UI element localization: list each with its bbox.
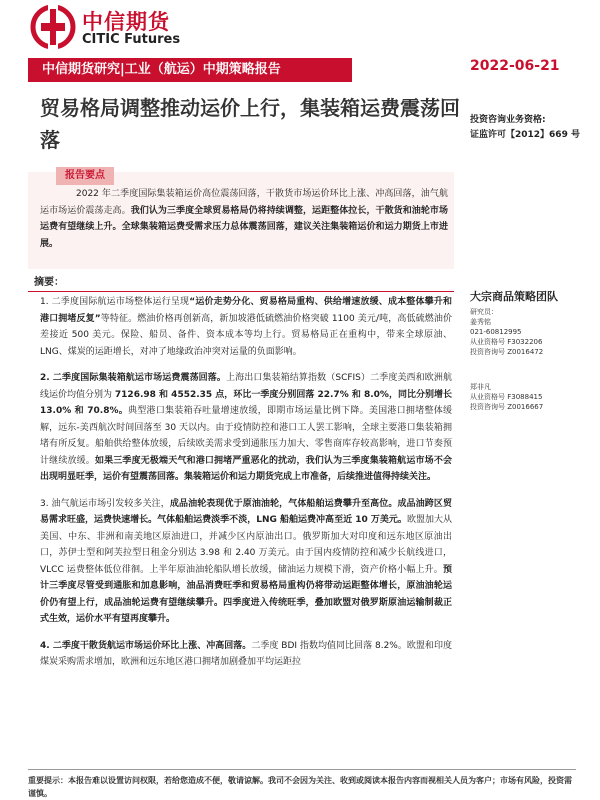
p2-rest: 典型港口集装箱吞吐量增速放缓，即期市场运量比例下降。美国港口拥堵整体缓解，远东-美西航次时间回落至 30 天以内。由于疫情防控和港口工人罢工影响，全球主要港口集装箱拥堵有所反复。船舶供给整体放缓，后续欧美需求受到通胀压力加大、零售商库存较高影响，进口节奏预计继续放缓。	[40, 406, 452, 466]
summary-text	[40, 186, 448, 252]
p4-text: 二季度 BDI 指数均值同比回落 8.2%。欧盟和印度煤炭采购需求增加，欧洲和远东地区港口拥堵加剧叠加平均运距拉	[40, 640, 452, 667]
analyst-phone: 021-60812995	[470, 328, 522, 336]
p1-lead: 1. 二季度国际航运市场整体运行呈现	[40, 297, 190, 307]
report-category-banner: 中信期货研究|工业（航运）中期策略报告	[28, 58, 352, 82]
analyst-cert: 从业资格号 F3032206	[470, 338, 543, 346]
p1-rest: 等特征。燃油价格再创新高，新加坡港低硫燃油价格突破 1100 美元/吨，高低硫燃油价差接近 500 美元。保险、船员、备件、资本成本等均上行。贸易格局正在重构中，带来全球原油、LNG、煤炭的运距增长，对冲了地缘政治冲突对运量的负面影响。	[40, 313, 452, 357]
abstract-body	[40, 294, 452, 681]
p3-bold-outlook: 预计三季度尽管受到通胀和加息影响，油品消费旺季和贸易格局重构仍将带动运距整体增长，原油油轮运价仍有望上行，成品油轮运费有望继续攀升。四季度进入传统旺季，叠加欧盟对俄罗斯原油运输制裁正式生效，运价水平有望再度攀升。	[40, 564, 452, 624]
analyst-role: 研究员：	[470, 308, 498, 316]
abstract-paragraph-3	[40, 496, 452, 628]
p2-bold-figures: 7126.98 和 4552.35 点，环比一季度分别回落 22.7% 和 8.0%，同比分别增长 13.0% 和 70.8%。	[40, 389, 452, 416]
analyst-name: 姜秀铭	[470, 318, 491, 326]
disclaimer-footer: 重要提示：本报告难以设置访问权限，若给您造成不便，敬请谅解。我司不会因为关注、收到或阅读本报告内容而视相关人员为客户；市场有风险，投资需谨慎。	[28, 769, 576, 800]
p3-bold: 成品油轮表现优于原油油轮，气体船舶运费攀升至高位。成品油跨区贸易需求旺盛，运费快速增长。气体船舶运费淡季不淡，	[40, 498, 452, 525]
analyst-name: 郑非凡	[470, 383, 491, 391]
abstract-paragraph-2	[40, 370, 452, 486]
license-line-2: 证监许可【2012】669 号	[470, 130, 580, 140]
p4-bold-lead: 4. 二季度干散货航运市场运价环比上涨、冲高回落。	[40, 640, 252, 651]
analyst-advisory-cert: 投资咨询号 Z0016472	[470, 348, 544, 356]
p2-text: 上海出口集装箱结算指数（SCFIS）二季度美西和欧洲航线运价均值分别为	[40, 373, 452, 400]
abstract-paragraph-4	[40, 638, 452, 671]
license-line-1: 投资咨询业务资格:	[470, 115, 546, 125]
team-title: 大宗商品策略团队	[470, 290, 558, 303]
license-info	[470, 113, 580, 143]
summary-tag: 报告要点	[56, 167, 114, 185]
analyst-card	[470, 382, 543, 412]
p3-rest: 欧盟加大从美国、中东、非洲和南美地区原油进口，并减少区内原油出口。俄罗斯加大对印度和远东地区原油出口，苏伊士型和阿芙拉型日租金分别达 3.98 和 2.40 万美元。由于国内疫情防控和减少长航线进口，VLCC 运费整体低位徘徊。上半年原油油轮船队增长放缓，储油运力规模下滑，资产价格小幅上升。	[40, 515, 452, 575]
citic-futures-logo	[30, 4, 76, 50]
p2-bold-outlook: 如果三季度无极端天气和港口拥堵严重恶化的扰动，我们认为三季度集装箱航运市场不会出现明显旺季，运价有望震荡回落。集装箱运价和运力期货完成上市准备，后续推进值得持续关注。	[40, 455, 452, 482]
p2-bold-lead: 2. 二季度国际集装箱航运市场运费震荡回落。	[40, 373, 227, 383]
p3-lead: 3. 油气航运市场引发较多关注，	[40, 498, 170, 509]
brand-name-cn: 中信期货	[82, 10, 170, 34]
report-title: 贸易格局调整推动运价上行，集装箱运费震荡回落	[40, 96, 460, 152]
summary-text-bold: 我们认为三季度全球贸易格局仍将持续调整，运距整体拉长，干散货和油轮市场运费有望继续上升。全球集装箱运费受需求压力总体震荡回落，建议关注集装箱运价和运力期货上市进展。	[40, 205, 448, 249]
report-date: 2022-06-21	[470, 58, 560, 74]
abstract-paragraph-1	[40, 294, 452, 360]
abstract-label: 摘要：	[28, 276, 454, 292]
analyst-advisory-cert: 投资咨询号 Z0016667	[470, 403, 544, 411]
analyst-card	[470, 307, 543, 357]
summary-text-plain: 2022 年二季度国际集装箱运价高位震荡回落，干散货市场运价环比上涨、冲高回落，油气航运市场运价震荡走高。	[40, 189, 448, 216]
analyst-cert: 从业资格号 F3088415	[470, 393, 543, 401]
brand-name-en: CITIC Futures	[82, 32, 181, 47]
p1-bold: “运价走势分化、贸易格局重构、供给增速放缓、成本整体攀升和港口拥堵反复”	[40, 297, 453, 324]
p3-bold-lng: LNG 船舶运费冲高至近 10 万美元。	[256, 515, 407, 525]
